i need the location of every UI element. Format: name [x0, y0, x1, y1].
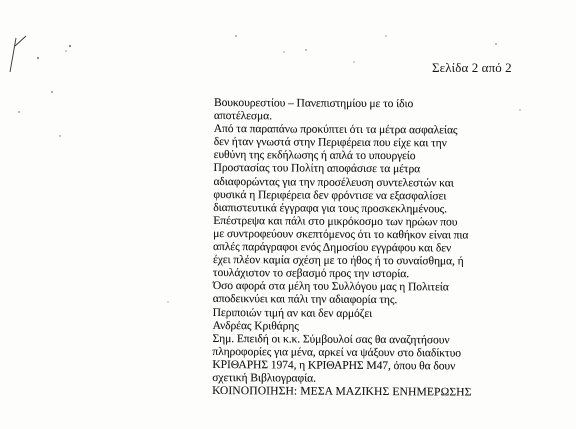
note-line: σχετική Βιβλιογραφία.	[212, 370, 316, 385]
letter-body	[212, 96, 534, 399]
body-line: ευθύνη της εκδήλωσης ή απλά το υπουργείο	[213, 148, 416, 163]
body-line: δεν ήταν γνωστά στην Περιφέρεια που είχε και την	[213, 135, 447, 150]
body-line: Βουκουρεστίου – Πανεπιστημίου με το ίδιο	[213, 96, 414, 111]
note-line: Σημ. Επειδή οι κ.κ. Σύμβουλοί σας θα αναζητήσουν	[212, 331, 450, 347]
body-line: Επέστρεψα και πάλι στο μικρόκοσμο των ηρώων που	[213, 213, 458, 229]
closing-line: Περιποιών τιμή αν και δεν αρμόζει	[212, 305, 373, 320]
body-line: διαπιστευτικά έγγραφα για τους προσκεκλημένους.	[213, 200, 448, 216]
body-line: Όσο αφορά στα μέλη του Συλλόγου μας η Πολιτεία	[212, 279, 449, 294]
body-line: φυσικά η Περιφέρεια δεν φρόντισε να εξασφαλίσει	[213, 187, 447, 203]
signature-name: Ανδρέας Κριθάρης	[212, 318, 299, 333]
body-line: με συντροφεύουν σκεπτόμενος ότι το καθήκον είναι πια	[213, 226, 469, 242]
body-line: Προστασίας του Πολίτη αποφάσισε τα μέτρα	[213, 161, 421, 176]
body-line: αδιαφορώντας για την προσέλευση συντελεστών και	[213, 174, 454, 190]
body-line: αποδεικνύει και πάλι την αδιαφορία της.	[212, 292, 398, 307]
body-line: τουλάχιστον το σεβασμό προς την ιστορία.	[212, 266, 410, 281]
body-line: απλές παράγραφοι ενός Δημοσίου εγγράφου και δεν	[213, 240, 452, 255]
body-line: έχει πλέον καμία σχέση με το ήθος ή το συναίσθημα, ή	[212, 253, 464, 268]
body-line: αποτέλεσμα.	[213, 109, 273, 123]
cc-line: ΚΟΙΝΟΠΟΙΗΣΗ: ΜΕΣΑ ΜΑΖΙΚΗΣ ΕΝΗΜΕΡΩΣΗΣ	[212, 384, 472, 399]
note-line: ΚΡΙΘΑΡΗΣ 1974, η ΚΡΙΘΑΡΗΣ Μ47, όπου θα δουν	[212, 357, 456, 373]
body-line: Από τα παραπάνω προκύπτει ότι τα μέτρα ασφαλείας	[213, 122, 458, 137]
page-number: Σελίδα 2 από 2	[432, 60, 512, 75]
note-line: πληροφορίες για μένα, αρκεί να ψάξουν στο διαδίκτυο	[212, 344, 461, 360]
